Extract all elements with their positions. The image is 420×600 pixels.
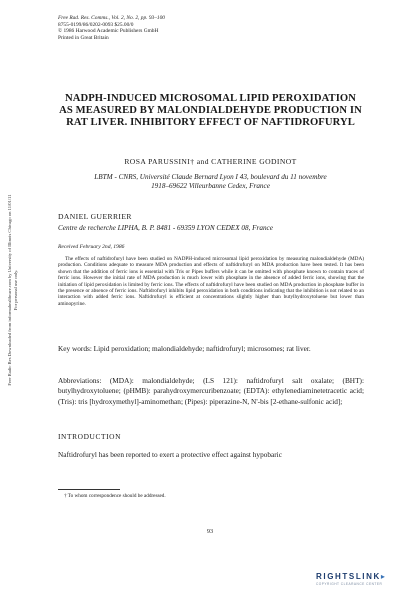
introduction-paragraph: Naftidrofuryl has been reported to exert a protective effect against hypobaric <box>58 450 282 459</box>
rightslink-brand <box>316 572 410 581</box>
article-title: NADPH-INDUCED MICROSOMAL LIPID PEROXIDATION AS MEASURED BY MALONDIALDEHYDE PRODUCTION IN RAT LIVER. INHIBITORY EFFECT OF NAFTIDROFURYL <box>59 93 362 128</box>
affiliation-1 <box>58 173 363 191</box>
watermark-line-2: For personal use only. <box>13 269 18 311</box>
received-date: Received February 2nd, 1986 <box>58 244 125 250</box>
journal-code: 8755-0199/86/0202-0093 $25.00/0 <box>58 21 134 28</box>
keywords-paragraph: Key words: Lipid peroxidation; malondialdehyde; naftidrofuryl; microsomes; rat liver. <box>58 344 311 353</box>
section-heading-introduction: INTRODUCTION <box>58 432 122 441</box>
affiliation-2: Centre de recherche LIPHA, B. P. 8481 - 69359 LYON CEDEX 08, France <box>58 224 273 232</box>
printed-line: Printed in Great Britain <box>58 34 109 41</box>
abbreviations-paragraph: Abbreviations: (MDA): malondialdehyde; (LS 121): naftidrofuryl salt oxalate; (BHT): butylhydroxytoluene; (pHMB): parahydroxymercuribenzoate; (EDTA): ethylenediaminetetracetic acid; (Tris): tris [hydroxymethyl]-aminomethan; (Pipes): piperazine-N, N'-bis [2-ethane-sulfonic acid]; <box>58 376 364 406</box>
affiliation-1-line-1: LBTM - CNRS, Université Claude Bernard Lyon I 43, boulevard du 11 novembre <box>94 173 327 181</box>
footnote-divider <box>58 489 120 490</box>
abstract-paragraph: The effects of naftidrofuryl have been studied on NADPH-induced microsomal lipid peroxidation by measuring malondialdehyde (MDA) production. Conditions adequate to measure MDA production and effects of naftidrofuryl on MDA production have been tested. It has been shown that the addition of ferric ions is essential with Tris or Pipes buffers while it can be omitted with phosphate known to contain traces of ferric ions. However the initial rate of MDA production is much lower with phosphate in the absence of added ferric ions, showing that the initiation of lipid peroxidation is limited by ferric ions. The effects of naftidrofuryl have been studied on MDA production in phosphate buffer in the presence or absence of ferric ions. Naftidrofuryl inhibits lipid peroxidation in both conditions indicating that the inhibition is not related to an interaction with added ferric ions. Naftidrofuryl is efficient at concentrations slightly higher than butylhydroxytoluene but lower than aminopyrine. <box>58 256 364 307</box>
rightslink-arrow-icon: ▸ <box>380 572 387 581</box>
rightslink-brand-text: RIGHTSLINK <box>316 572 381 581</box>
journal-citation: Free Rad. Res. Comms., Vol. 2, No. 2, pp. 93–100 <box>58 15 166 21</box>
second-author: DANIEL GUERRIER <box>58 212 132 221</box>
affiliation-1-line-2: 1918–69622 Villeurbanne Cedex, France <box>151 182 270 190</box>
download-watermark-sidebar <box>2 140 24 440</box>
page-number: 93 <box>206 528 214 535</box>
rightslink-tagline: COPYRIGHT CLEARANCE CENTER <box>316 582 383 586</box>
authors-line: ROSA PARUSSINI† and CATHERINE GODINOT <box>124 157 297 166</box>
rightslink-logo[interactable] <box>316 572 410 590</box>
watermark-line-1: Free Radic Res Downloaded from informahealthcare.com by University of Illinois Chicago on 11/01/11 <box>7 194 12 386</box>
download-watermark-text <box>7 194 19 385</box>
copyright-line: © 1986 Harwood Academic Publishers GmbH <box>58 28 159 35</box>
footnote: † To whom correspondence should be addressed. <box>64 493 166 499</box>
journal-header <box>58 15 165 41</box>
